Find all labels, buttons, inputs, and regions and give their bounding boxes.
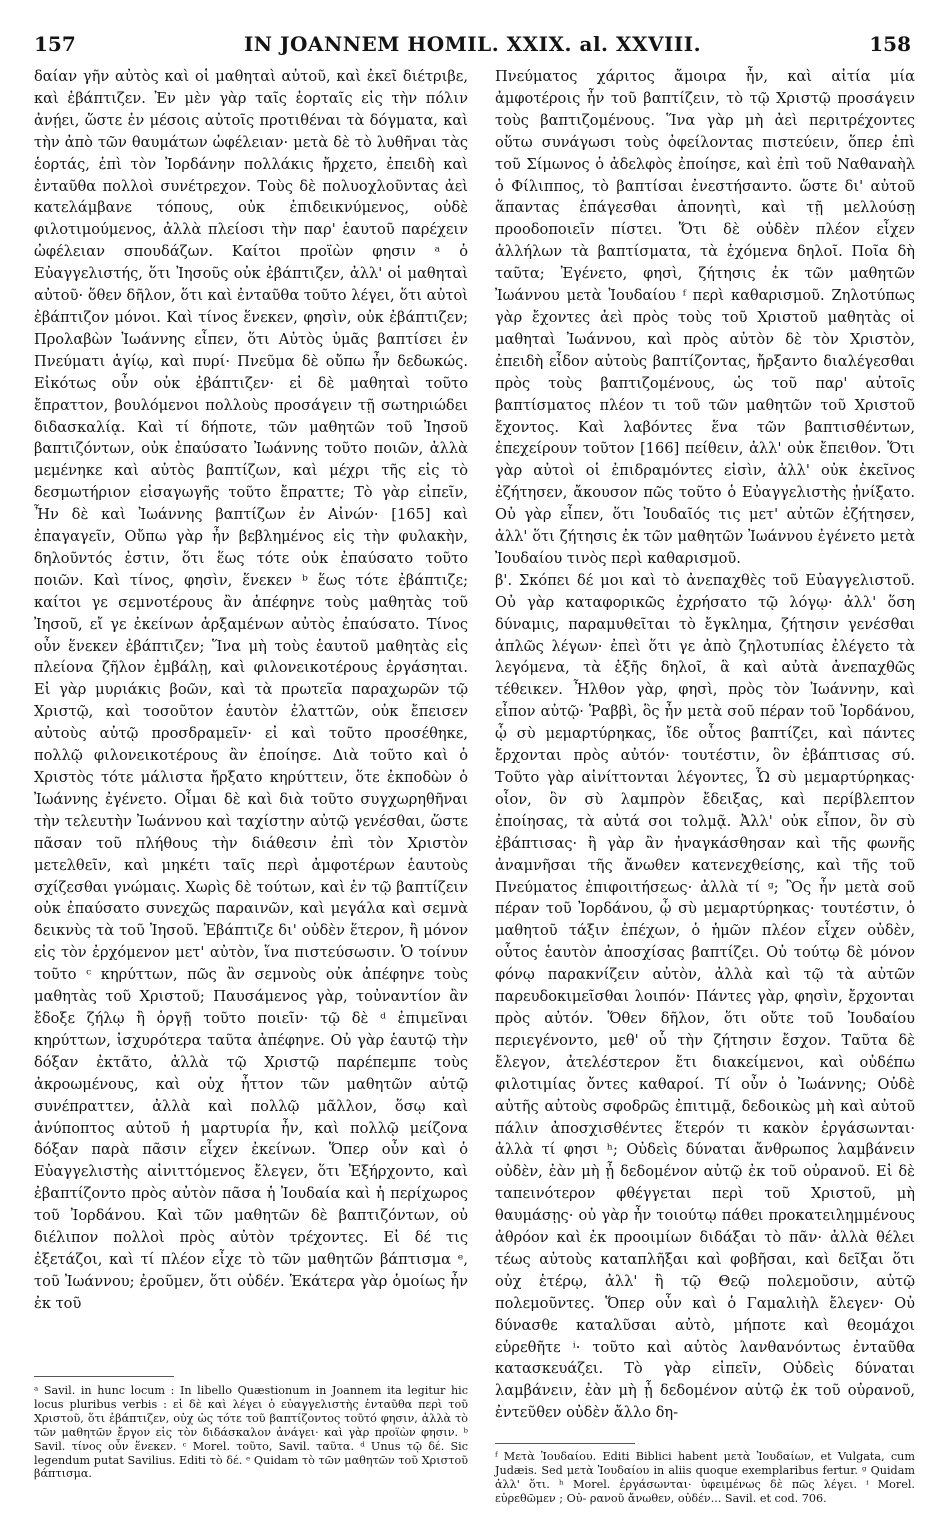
footnote-rule-right xyxy=(495,1443,635,1444)
left-column-text: δαίαν γῆν αὐτὸς καὶ οἱ μαθηταὶ αὐτοῦ, καὶ ἐκεῖ διέτριβε, καὶ ἐβάπτιζεν. Ἐν μὲν γὰρ ταῖς ἑορταῖς εἰς τὴν πόλιν ἀνῄει, ὥστε ἐν μέσοις αὐτοῖς προτιθέναι τὰ δόγματα, καὶ τὴν ἀπὸ τῶν θαυμάτων ὠφέλειαν· μετὰ δὲ τὸ λυθῆναι τὰς ἑορτάς, ἐπὶ τὸν Ἰορδάνην πολλάκις ἤρχετο, ἐπειδὴ καὶ ἐνταῦθα πολλοὶ συνέτρεχον. Τοὺς δὲ πολυοχλοῦντας ἀεὶ κατελάμβανε τόπους, οὐκ ἐπιδεικνύμενος, οὐδὲ φιλοτιμούμενος, ἀλλὰ πλείοσι τὴν παρ' ἑαυτοῦ παρέχειν ὠφέλειαν σπουδάζων. Καίτοι προϊὼν φησιν ᵃ ὁ Εὐαγγελιστής, ὅτι Ἰησοῦς οὐκ ἐβάπτιζεν, ἀλλ' οἱ μαθηταὶ αὐτοῦ· ὅθεν δῆλον, ὅτι καὶ ἐνταῦθα τοῦτο λέγει, ὅτι αὐτοὶ ἐβάπτιζον μόνοι. Καὶ τίνος ἕνεκεν, φησὶν, οὐκ ἐβάπτιζεν; Προλαβὼν Ἰωάννης εἶπεν, ὅτι Αὐτὸς ὑμᾶς βαπτίσει ἐν Πνεύματι ἁγίῳ, καὶ πυρί· Πνεῦμα δὲ οὔπω ἦν δεδωκώς. Εἰκότως οὖν οὐκ ἐβάπτιζεν· εἰ δὲ μαθηταὶ τοῦτο ἔπραττον, βουλόμενοι πολλοὺς προσάγειν τῇ σωτηριώδει διδασκαλίᾳ. Καὶ τί δήποτε, τῶν μαθητῶν τοῦ Ἰησοῦ βαπτιζόντων, οὐκ ἐπαύσατο Ἰωάννης τοῦτο ποιῶν, ἀλλὰ μεμένηκε καὶ αὐτὸς βαπτίζων, καὶ μέχρι τῆς εἰς τὸ δεσμωτήριον εἰσαγωγῆς τοῦτο ἔπραττε; Τὸ γὰρ εἰπεῖν, Ἦν δὲ καὶ Ἰωάννης βαπτίζων ἐν Αἰνών· [165] καὶ ἐπαγαγεῖν, Οὔπω γὰρ ἦν βεβλημένος εἰς τὴν φυλακὴν, δηλοῦντός ἐστιν, ὅτι ἕως τότε οὐκ ἐπαύσατο τοῦτο ποιῶν. Καὶ τίνος, φησὶν, ἕνεκεν ᵇ ἕως τότε ἐβάπτιζε; καίτοι γε σεμνοτέρους ἂν ἀπέφηνε τοὺς μαθητὰς τοῦ Ἰησοῦ, εἴ γε ἐκείνων ἀρξαμένων αὐτὸς ἐπαύσατο. Τίνος οὖν ἕνεκεν ἐβάπτιζεν; Ἵνα μὴ τοὺς ἑαυτοῦ μαθητὰς εἰς πλείονα ζῆλον ἐμβάλῃ, καὶ φιλονεικοτέρους ἐργάσηται. Εἰ γὰρ μυριάκις βοῶν, καὶ τὰ πρωτεῖα παραχωρῶν τῷ Χριστῷ, καὶ τοσοῦτον ἑαυτὸν ἐλαττῶν, οὐκ ἔπεισεν αὐτοὺς αὐτῷ προσδραμεῖν· εἰ καὶ τοῦτο προσέθηκε, πολλῷ φιλονεικοτέρους ἂν ἐποίησε. Διὰ τοῦτο καὶ ὁ Χριστὸς τότε μάλιστα ἤρξατο κηρύττειν, ὅτε ἐκποδὼν ὁ Ἰωάννης ἐγένετο. Οἶμαι δὲ καὶ διὰ τοῦτο συγχωρηθῆναι τὴν τελευτὴν Ἰωάννου καὶ ταχίστην αὐτῷ γενέσθαι, ὥστε πᾶσαν τοῦ πλήθους τὴν διάθεσιν ἐπὶ τὸν Χριστὸν μετελθεῖν, καὶ μηκέτι ταῖς περὶ ἀμφοτέρων ἑαυτοὺς σχίζεσθαι γνώμαις. Χωρὶς δὲ τούτων, καὶ ἐν τῷ βαπτίζειν οὐκ ἐπαύσατο συνεχῶς παραινῶν, καὶ μεγάλα καὶ σεμνὰ δεικνὺς τὰ τοῦ Ἰησοῦ. Ἐβάπτιζε δι' οὐδὲν ἕτερον, ἢ μόνον εἰς τὸν ἐρχόμενον μετ' αὐτὸν, ἵνα πιστεύσωσιν. Ὁ τοίνυν τοῦτο ᶜ κηρύττων, πῶς ἂν σεμνοὺς οὐκ ἀπέφηνε τοὺς μαθητὰς τοῦ Χριστοῦ; Παυσάμενος γὰρ, τοὐναντίον ἂν ἔδοξε ζήλῳ ἢ ὀργῇ τοῦτο ποιεῖν· τῷ δὲ ᵈ ἐπιμεῖναι κηρύττων, ἰσχυρότερα ταῦτα ἀπέφηνε. Οὐ γὰρ ἑαυτῷ τὴν δόξαν ἐκτᾶτο, ἀλλὰ τῷ Χριστῷ παρέπεμπε τοὺς ἀκροωμένους, καὶ οὐχ ἧττον τῶν μαθητῶν αὐτῷ συνέπραττεν, ἀλλὰ καὶ πολλῷ μᾶλλον, ὅσῳ καὶ ἀνύποπτος αὐτοῦ ἡ μαρτυρία ἦν, καὶ πολλῷ μείζονα δόξαν παρὰ πᾶσιν εἶχεν ἐκείνων. Ὅπερ οὖν καὶ ὁ Εὐαγγελιστὴς αἰνιττόμενος ἔλεγεν, ὅτι Ἐξήρχοντο, καὶ ἐβαπτίζοντο πρὸς αὐτὸν πᾶσα ἡ Ἰουδαία καὶ ἡ περίχωρος τοῦ Ἰορδάνου. Καὶ τῶν μαθητῶν δὲ βαπτιζόντων, οὐ διέλιπον πολλοὶ πρὸς αὐτὸν τρέχοντες. Εἰ δέ τις ἐξετάζοι, καὶ τί πλέον εἶχε τὸ τῶν μαθητῶν βάπτισμα ᵉ, τοῦ Ἰωάννου; ἐροῦμεν, ὅτι οὐδέν. Ἑκάτερα γὰρ ὁμοίως ἦν ἐκ τοῦ xyxy=(34,68,468,1312)
footnote-rule-left xyxy=(34,1376,174,1377)
right-column-paragraph-2 xyxy=(495,570,915,1424)
right-column-paragraph-1: Πνεύματος χάριτος ἄμοιρα ἦν, καὶ αἰτία μία ἀμφοτέροις ἦν τοῦ βαπτίζειν, τὸ τῷ Χριστῷ προσάγειν τοὺς βαπτιζομένους. Ἵνα γὰρ μὴ ἀεὶ περιτρέχοντες οὕτω συνάγωσι τοὺς ὀφείλοντας πιστεύειν, ὅπερ ἐπὶ τοῦ Σίμωνος ὁ ἀδελφὸς ἐποίησε, καὶ ἐπὶ τοῦ Ναθαναὴλ ὁ Φίλιππος, τὸ βαπτίσαι ἐνεστήσαντο. ὥστε δι' αὐτοῦ ἅπαντας ἐπάγεσθαι ἀπονητὶ, καὶ τῇ μελλούσῃ προοδοποιεῖν πίστει. Ὅτι δὲ οὐδὲν πλέον εἶχεν ἀλλήλων τὰ βαπτίσματα, τὰ ἑχόμενα δηλοῖ. Ποῖα δὴ ταῦτα; Ἐγένετο, φησὶ, ζήτησις ἐκ τῶν μαθητῶν Ἰωάννου μετὰ Ἰουδαίου ᶠ περὶ καθαρισμοῦ. Ζηλοτύπως γὰρ ἔχοντες ἀεὶ πρὸς τοὺς τοῦ Χριστοῦ μαθητὰς οἱ μαθηταὶ Ἰωάννου, καὶ πρὸς αὐτὸν δὲ τὸν Χριστὸν, ἐπειδὴ εἶδον αὐτοὺς βαπτίζοντας, ἤρξαντο διαλέγεσθαι πρὸς τοὺς βαπτιζομένους, ὡς τοῦ παρ' αὐτοῖς βαπτίσματος πλέον τι τοῦ τῶν μαθητῶν τοῦ Χριστοῦ ἔχοντος. Καὶ λαβόντες ἕνα τῶν βαπτισθέντων, ἐπεχείρουν τοῦτον [166] πείθειν, ἀλλ' οὐκ ἔπειθον. Ὅτι γὰρ αὐτοὶ οἱ ἐπιδραμόντες εἰσὶν, ἀλλ' οὐκ ἐκεῖνος ἐζήτησεν, ἄκουσον πῶς τοῦτο ὁ Εὐαγγελιστὴς ᾐνίξατο. Οὐ γὰρ εἶπεν, ὅτι Ἰουδαῖός τις μετ' αὐτῶν ἐζήτησεν, ἀλλ' ὅτι ζήτησις ἐκ τῶν μαθητῶν Ἰωάννου ἐγένετο μετὰ Ἰουδαίου τινὸς περὶ καθαρισμοῦ. xyxy=(495,68,915,567)
right-column-paragraph-2-text: Σκόπει δέ μοι καὶ τὸ ἀνεπαχθὲς τοῦ Εὐαγγελιστοῦ. Οὐ γὰρ καταφορικῶς ἐχρήσατο τῷ λόγῳ· ἀλλ' ὅση δύναμις, παραμυθεῖται τὸ ἔγκλημα, ζήτησιν γενέσθαι ἁπλῶς λέγων· ἐπεὶ ὅτι γε ἀπὸ ζηλοτυπίας ἐλέγετο τὰ λεγόμενα, τὰ ἑξῆς δηλοῖ, ἃ καὶ αὐτὰ ἀνεπαχθῶς τέθεικεν. Ἦλθον γὰρ, φησὶ, πρὸς τὸν Ἰωάννην, καὶ εἶπον αὐτῷ· Ῥαββὶ, ὃς ἦν μετὰ σοῦ πέραν τοῦ Ἰορδάνου, ᾧ σὺ μεμαρτύρηκας, ἴδε οὗτος βαπτίζει, καὶ πάντες ἔρχονται πρὸς αὐτόν· τουτέστιν, ὃν ἐβάπτισας σύ. Τοῦτο γὰρ αἰνίττονται λέγοντες, Ὧ σὺ μεμαρτύρηκας· οἷον, ὃν σὺ λαμπρὸν ἔδειξας, καὶ περίβλεπτον ἐποίησας, τὰ αὐτά σοι τολμᾷ. Ἀλλ' οὐκ εἶπον, ὃν σὺ ἐβάπτισας· ἢ γὰρ ἂν ἠναγκάσθησαν καὶ τῆς φωνῆς ἀναμνῆσαι τῆς ἄνωθεν κατενεχθείσης, καὶ τῆς τοῦ Πνεύματος ἐπιφοιτήσεως· ἀλλὰ τί ᵍ; Ὃς ἦν μετὰ σοῦ πέραν τοῦ Ἰορδάνου, ᾧ σὺ μεμαρτύρηκας· τουτέστιν, ὁ μαθητοῦ τάξιν ἐπέχων, ὁ ἡμῶν πλέον εἶχεν οὐδὲν, οὗτος ἑαυτὸν ἀποσχίσας βαπτίζει. Οὐ τούτῳ δὲ μόνον φόνῳ παρακνίζειν αὐτὸν, ἀλλὰ καὶ τῷ τὰ αὐτῶν παρευδοκιμεῖσθαι λοιπόν· Πάντες γὰρ, φησὶν, ἔρχονται πρὸς αὐτόν. Ὅθεν δῆλον, ὅτι οὔτε τοῦ Ἰουδαίου περιεγένοντο, μεθ' οὗ τὴν ζήτησιν ἔσχον. Ταῦτα δὲ ἔλεγον, ἀτελέστερον ἔτι διακείμενοι, καὶ οὐδέπω φιλοτιμίας ὄντες καθαροί. Τί οὖν ὁ Ἰωάννης; Οὐδὲ αὐτῆς αὐτοὺς σφοδρῶς ἐπιτιμᾷ, δεδοικὼς μὴ καὶ αὐτοῦ πάλιν ἀποσχισθέντες ἕτερόν τι κακὸν ἐργάσωνται· ἀλλὰ τί φησι ʰ; Οὐδεὶς δύναται ἄνθρωπος λαμβάνειν οὐδὲν, ἐὰν μὴ ᾖ δεδομένον αὐτῷ ἐκ τοῦ οὐρανοῦ. Εἰ δὲ ταπεινότερον φθέγγεται περὶ τοῦ Χριστοῦ, μὴ θαυμάσῃς· οὐ γὰρ ἦν τοιούτῳ πάθει προκατειλημμένους ἀθρόον καὶ ἐκ προοιμίων διδάξαι τὸ πᾶν· ἀλλὰ θέλει τέως αὐτοὺς καταπλῆξαι καὶ φοβῆσαι, καὶ δεῖξαι ὅτι οὐχ ἑτέρῳ, ἀλλ' ἢ τῷ Θεῷ πολεμοῦσιν, αὐτῷ πολεμοῦντες. Ὅπερ οὖν καὶ ὁ Γαμαλιὴλ ἔλεγεν· Οὐ δύνασθε καταλῦσαι αὐτὸ, μήποτε καὶ θεομάχοι εὑρεθῆτε ⁱ· τοῦτο καὶ αὐτὸς λανθανόντως ἐνταῦθα κατασκευάζει. Τὸ γὰρ εἰπεῖν, Οὐδεὶς δύναται λαμβάνειν, ἐὰν μὴ ᾖ δεδομένον αὐτῷ ἐκ τοῦ οὐρανοῦ, ἐντεῦθεν οὐδὲν ἄλλο δη- xyxy=(495,571,915,1422)
running-header xyxy=(34,32,911,58)
page-number-right: 158 xyxy=(869,32,911,56)
left-column xyxy=(34,66,468,1315)
page-number-left: 157 xyxy=(34,32,76,56)
section-mark: β'. xyxy=(495,571,513,589)
footnotes-left: ᵃ Savil. in hunc locum : In libello Quæstionum in Joannem ita legitur hic locus pluribus verbis : εἰ δὲ καὶ λέγει ὁ εὐαγγελιστὴς ἐνταῦθα περὶ τοῦ Χριστοῦ, ὅτι ἐβάπτιζεν, οὐχ ὡς τότε τοῦ βαπτίζοντος τοῦτό φησιν, ἀλλὰ τὸ τῶν μαθητῶν ἔργον εἰς τὸν διδάσκαλον ἀνάγει· καὶ γὰρ προϊὼν φησιν. ᵇ Savil. τίνος οὖν ἕνεκεν. ᶜ Morel. τοῦτο, Savil. ταῦτα. ᵈ Unus τῷ δέ. Sic legendum putat Savilius. Editi τὸ δέ. ᵉ Quidam τὸ τῶν μαθητῶν τοῦ Χριστοῦ βάπτισμα. xyxy=(34,1384,468,1481)
running-title: IN JOANNEM HOMIL. XXIX. al. XXVIII. xyxy=(243,32,702,56)
right-column xyxy=(495,66,915,1424)
footnotes-right: ᶠ Μετὰ Ἰουδαίου. Editi Biblici habent μετὰ Ἰουδαίων, et Vulgata, cum Judæis. Sed μετὰ Ἰουδαίου in aliis quoque exemplaribus fertur. ᵍ Quidam ἀλλ' ὅτι. ʰ Morel. ἐργάσωνται· ὑφειμένως δὲ πῶς λέγει. ⁱ Morel. εὑρεθῶμεν ; Οὐ- ρανοῦ ἄνωθεν, οὐδέν... Savil. et cod. 706. xyxy=(495,1450,915,1505)
